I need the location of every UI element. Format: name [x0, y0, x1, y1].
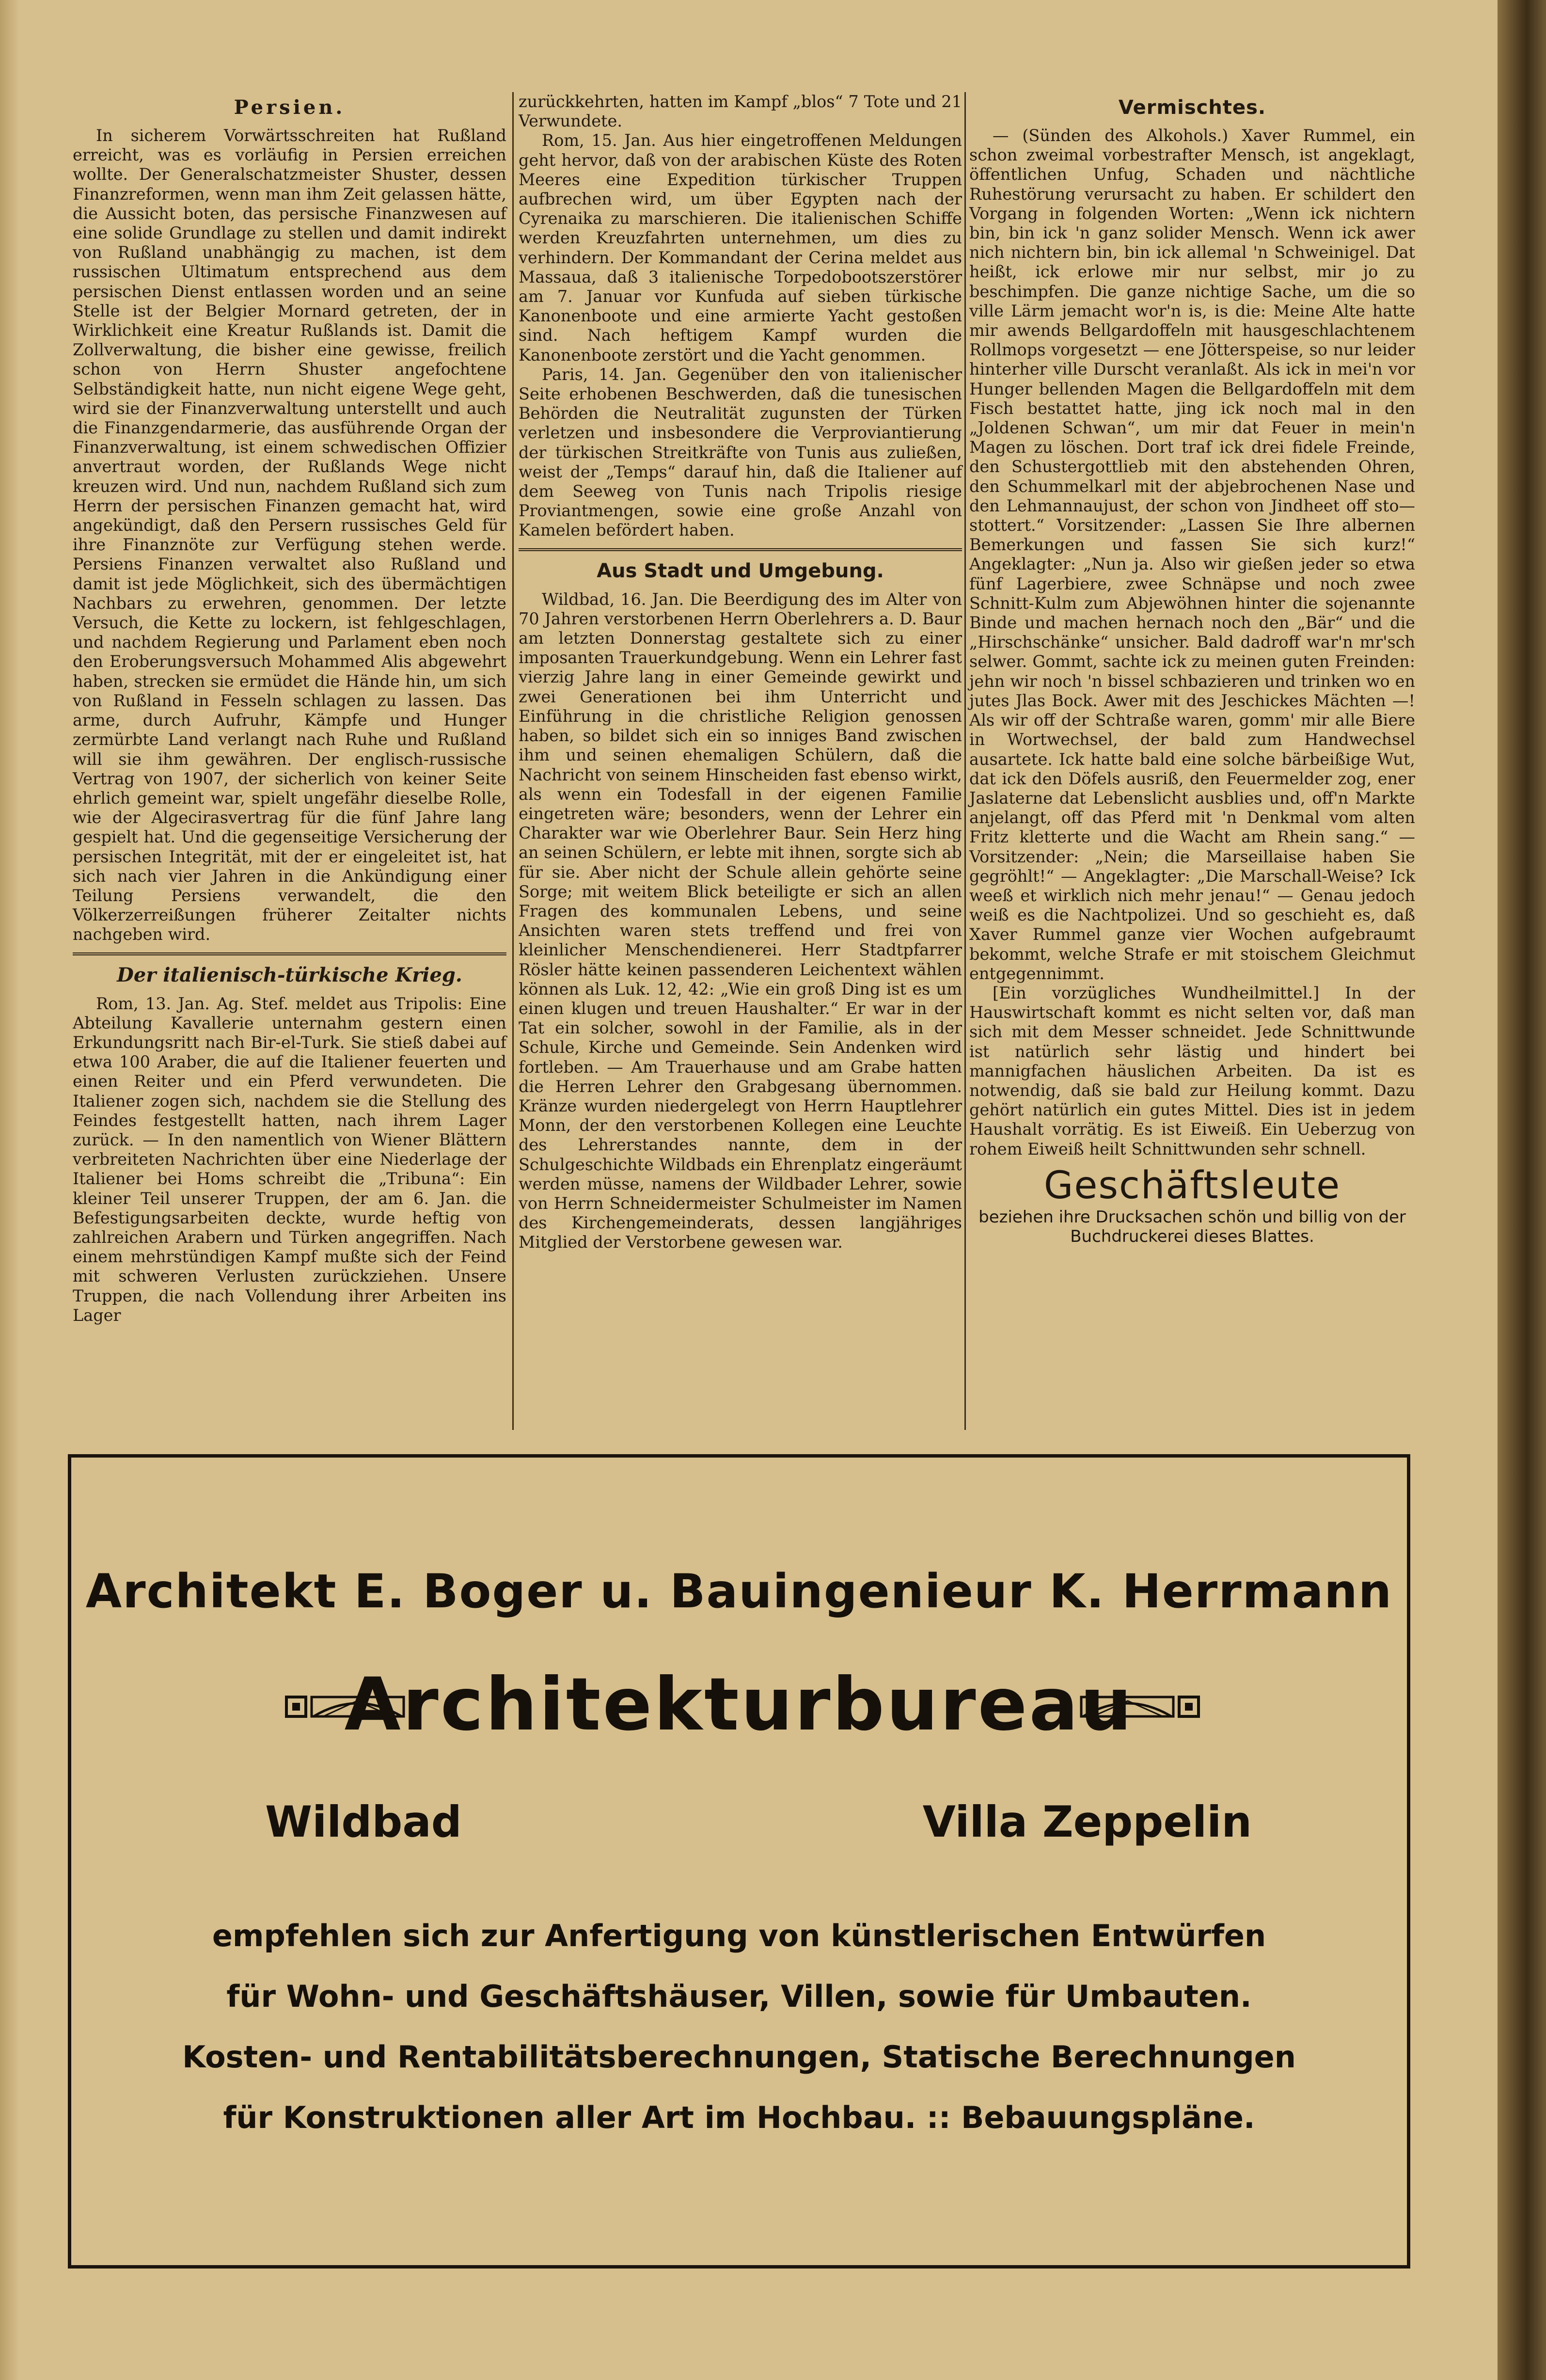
heading-krieg: Der italienisch-türkische Krieg. — [117, 963, 462, 986]
article-wundheilmittel: [Ein vorzügliches Wundheilmittel.] In der Hauswirtschaft kommt es nicht selten vor, daß man sich mit dem Messer schneidet. Jede Schnittwunde ist natürlich sehr lästig und hindert bei mannigfachen häuslichen Arbeiten. Da ist es notwendig, daß sie bald zur Heilung kommt. Dazu gehört natürlich ein gutes Mittel. Dies ist in jedem Haushalt vorrätig. Es ist Eiweiß. Ein Ueberzug von rohem Eiweiß heilt Schnittwunden sehr schnell. — [969, 983, 1415, 1158]
column-divider — [73, 952, 506, 955]
article-wildbad: Wildbad, 16. Jan. Die Beerdigung des im Alter von 70 Jahren verstorbenen Herrn Oberlehrers a. D. Baur am letzten Donnerstag gestaltete sich zu einer imposanten Trauerkundgebung. Wenn ein Lehrer fast vierzig Jahre lang in einer Gemeinde gewirkt und zwei Generationen bei ihm Unterricht und Einführung in die christliche Religion genossen haben, so bildet sich ein so inniges Band zwischen ihm und seinen ehemaligen Schülern, daß die Nachricht von seinem Hinscheiden fast ebenso wirkt, als wenn ein Todesfall in der eigenen Familie eingetreten wäre; besonders, wenn der Lehrer ein Charakter war wie Oberlehrer Baur. Sein Herz hing an seinen Schülern, er lebte mit ihnen, sorgte sich ab für sie. Aber nicht der Schule allein gehörte seine Sorge; mit weitem Blick beteiligte er sich an allen Fragen des kommunalen Lebens, und seine Ansichten waren stets treffend und frei von kleinlicher Menschendienerei. Herr Stadtpfarrer Rösler hätte keinen passenderen Leichentext wählen können als Luk. 12, 42: „Wie ein groß Ding ist es um einen klugen und treuen Haushalter.“ Er war in der Tat ein solcher, sowohl in der Familie, als in der Schule, Kirche und Gemeinde. Sein Andenken wird fortleben. — Am Trauerhause und am Grabe hatten die Herren Lehrer den Grabgesang übernommen. Kränze wurden niedergelegt von Herrn Hauptlehrer Monn, der den verstorbenen Kollegen eine Leuchte des Lehrerstandes nannte, dem in der Schulgeschichte Wildbads ein Ehrenplatz eingeräumt werden müsse, namens der Wildbader Lehrer, sowie von Herrn Schneidermeister Schulmeister im Namen des Kirchengemeinderats, dessen langjähriges Mitglied der Verstorbene gewesen war. — [519, 589, 962, 1252]
notice-text: beziehen ihre Drucksachen schön und billig von der Buchdruckerei dieses Blattes. — [978, 1207, 1406, 1246]
vertical-rule-1 — [512, 92, 514, 1430]
column-3 — [969, 92, 1415, 1246]
ad-architects: Architekt E. Boger u. Bauingenieur K. Herrmann — [85, 1564, 1393, 1618]
article-alkohol: — (Sünden des Alkohols.) Xaver Rummel, ein schon zweimal vorbestrafter Mensch, ist angeklagt, öffentlichen Unfug, Schaden und nächtliche Ruhestörung verursacht zu haben. Er schildert den Vorgang in folgenden Worten: „Wenn ick nichtern bin, bin ick 'n ganz solider Mensch. Wenn ick awer nich nichtern bin, bin ick allemal 'n Schweinigel. Dat heißt, ick erlowe mir nur selbst, mir jo zu beschimpfen. Die ganze nichtige Sache, um die so ville Lärm jemacht wor'n is, is die: Meine Alte hatte mir awends Bellgardoffeln mit hausgeschlachtenem Rollmops vorgesetzt — ene Jötterspeise, so nur leider hinterher ville Durscht veranlaßt. Als ick in mei'n vor Hunger bellenden Magen die Bellgardoffeln mit dem Fisch bestattet hatte, jing ick noch mal in den „Joldenen Schwan“, um mir dat Feuer in mein'n Magen zu löschen. Dort traf ick drei fidele Freinde, den Schustergottlieb mit den abstehenden Ohren, den Schummelkarl mit der abjebrochenen Nase und den Lehmannaujust, der schon von Jindheet off sto—stottert.“ Vorsitzender: „Lassen Sie Ihre albernen Bemerkungen und fassen Sie sich kurz!“ Angeklagter: „Nun ja. Also wir gießen jeder so etwa fünf Lagerbiere, zwee Schnäpse und noch zwee Schnitt-Kulm zum Abjewöhnen hinter die sojenannte Binde und machen hernach noch den „Bär“ und die „Hirschschänke“ unsicher. Bald dadroff war'n mr'sch selwer. Gommt, sachte ick zu meinen guten Freinden: jehn wir noch 'n bissel schbazieren und trinken wo en jutes Jlas Bock. Awer mit des Jeschickes Mächten —! Als wir off der Schtraße waren, gomm' mir alle Biere in Wortwechsel, der bald zum Handwechsel ausartete. Ick hatte bald eine solche bärbeißige Wut, dat ick den Döfels ausriß, den Feuermelder zog, ener Jaslaterne dat Lebenslicht ausblies und, off'n Markte anjelangt, off das Pferd mit 'n Denkmal vom alten Fritz kletterte und die Wacht am Rhein sang.“ — Vorsitzender: „Nein; die Marseillaise haben Sie gegröhlt!“ — Angeklagter: „Die Marschall-Weise? Ick weeß et wirklich nich mehr jenau!“ — Genau jedoch weiß es die Nachtpolizei. Und so geschieht es, daß Xaver Rummel ganze vier Wochen aufgebraumt bekommt, welche Strafe er mit stoischem Gleichmut entgegennimmt. — [969, 126, 1415, 983]
ad-place-right: Villa Zeppelin — [922, 1797, 1252, 1847]
ad-line-3: empfehlen sich zur Anfertigung von künstlerischen Entwürfen — [212, 1918, 1266, 1953]
heading-persien: Persien. — [234, 96, 346, 119]
ad-line-6: für Konstruktionen aller Art im Hochbau. :: Bebauungspläne. — [223, 2100, 1255, 2135]
article-krieg-cont: zurückkehrten, hatten im Kampf „blos“ 7 Tote und 21 Verwundete. — [519, 92, 962, 131]
book-binding — [1498, 0, 1546, 2380]
column-divider — [519, 548, 962, 551]
ad-bureau: Architekturbureau — [344, 1663, 1134, 1747]
vertical-rule-2 — [964, 92, 966, 1430]
article-krieg: Rom, 13. Jan. Ag. Stef. meldet aus Tripolis: Eine Abteilung Kavallerie unternahm gestern einen Erkundungsritt nach Bir-el-Turk. Sie stieß dabei auf etwa 100 Araber, die auf die Italiener feuerten und einen Reiter und ein Pferd verwundeten. Die Italiener zogen sich, nachdem sie die Stellung des Feindes festgestellt hatten, nach ihrem Lager zurück. — In den namentlich von Wiener Blättern verbreiteten Nachrichten über eine Niederlage der Italiener bei Homs schreibt die „Tribuna“: Ein kleiner Teil unserer Truppen, der am 6. Jan. die Befestigungsarbeiten deckte, wurde heftig von zahlreichen Arabern und Türken angegriffen. Nach einem mehrstündigen Kampf mußte sich der Feind mit schweren Verlusten zurückziehen. Unsere Truppen, die nach Vollendung ihrer Arbeiten ins Lager — [73, 994, 506, 1325]
article-paris: Paris, 14. Jan. Gegenüber den von italienischer Seite erhobenen Beschwerden, daß die tunesischen Behörden die Neutralität zugunsten der Türken verletzen und insbesondere die Verproviantierung der türkischen Streitkräfte von Tunis aus zuließen, weist der „Temps“ darauf hin, daß die Italiener auf dem Seeweg von Tunis nach Tripolis riesige Proviantmengen, sowie eine große Anzahl von Kamelen befördert haben. — [519, 365, 962, 540]
ornament-right-icon — [1074, 1690, 1200, 1724]
notice-box — [969, 1164, 1415, 1246]
ad-line-5: Kosten- und Rentabilitätsberechnungen, Statische Berechnungen — [182, 2039, 1296, 2075]
ad-title-row — [71, 1663, 1407, 1747]
column-2 — [519, 92, 962, 1253]
notice-title: Geschäftsleute — [1043, 1163, 1341, 1207]
heading-stadt: Aus Stadt und Umgebung. — [597, 559, 884, 582]
advertisement — [68, 1454, 1410, 2269]
heading-vermischtes: Vermischtes. — [1118, 96, 1266, 119]
ad-line-4: für Wohn- und Geschäftshäuser, Villen, sowie für Umbauten. — [226, 1979, 1252, 2014]
ad-place-left: Wildbad — [265, 1797, 462, 1847]
article-rom: Rom, 15. Jan. Aus hier eingetroffenen Meldungen geht hervor, daß von der arabischen Küste des Roten Meeres eine Expedition türkischer Truppen aufbrechen wird, um über Egypten nach der Cyrenaika zu marschieren. Die italienischen Schiffe werden Kreuzfahrten unternehmen, um dies zu verhindern. Der Kommandant der Cerina meldet aus Massaua, daß 3 italienische Torpedobootszerstörer am 7. Januar vor Kunfuda auf sieben türkische Kanonenboote und eine armierte Yacht gestoßen sind. Nach heftigem Kampf wurden die Kanonenboote zerstört und die Yacht genommen. — [519, 131, 962, 365]
article-persien: In sicherem Vorwärtsschreiten hat Rußland erreicht, was es vorläufig in Persien erreichen wollte. Der Generalschatzmeister Shuster, dessen Finanzreformen, wenn man ihm Zeit gelassen hätte, die Aussicht boten, das persische Finanzwesen auf eine solide Grundlage zu stellen und damit indirekt von Rußland unabhängig zu machen, ist dem russischen Ultimatum entsprechend aus dem persischen Dienst entlassen worden und an seine Stelle ist der Belgier Mornard getreten, der in Wirklichkeit eine Kreatur Rußlands ist. Damit die Zollverwaltung, die bisher eine gewisse, freilich schon von Herrn Shuster angefochtene Selbständigkeit hatte, nun nicht eigene Wege geht, wird sie der Finanzverwaltung unterstellt und auch die Finanzgendarmerie, das ausführende Organ der Finanzverwaltung, ist einem schwedischen Offizier anvertraut worden, der Rußlands Wege nicht kreuzen wird. Und nun, nachdem Rußland sich zum Herrn der persischen Finanzen gemacht hat, wird angekündigt, daß den Persern russisches Geld für ihre Finanznöte zur Verfügung stehen werde. Persiens Finanzen verwaltet also Rußland und damit ist jede Möglichkeit, sich des übermächtigen Nachbars zu erwehren, genommen. Der letzte Versuch, die Kette zu lockern, ist fehlgeschlagen, und nachdem Regierung und Parlament eben noch den Eroberungsversuch Mohammed Alis abgewehrt haben, strecken sie ermüdet die Hände hin, um sich von Rußland in Fesseln schlagen zu lassen. Das arme, durch Aufruhr, Kämpfe und Hunger zermürbte Land verlangt nach Ruhe und Rußland will sie ihm gewähren. Der englisch-russische Vertrag von 1907, der sicherlich von keiner Seite ehrlich gemeint war, spielt ungefähr dieselbe Rolle, wie der Algecirasvertrag für die fünf Jahre lang gespielt hat. Und die gegenseitige Versicherung der persischen Integrität, mit der er eingeleitet ist, hat sich nach vier Jahren in die Ankündigung einer Teilung Persiens verwandelt, die den Völkerzerreißungen früherer Zeitalter nichts nachgeben wird. — [73, 126, 506, 944]
page-left-edge — [0, 0, 19, 2380]
column-1 — [73, 92, 506, 1325]
